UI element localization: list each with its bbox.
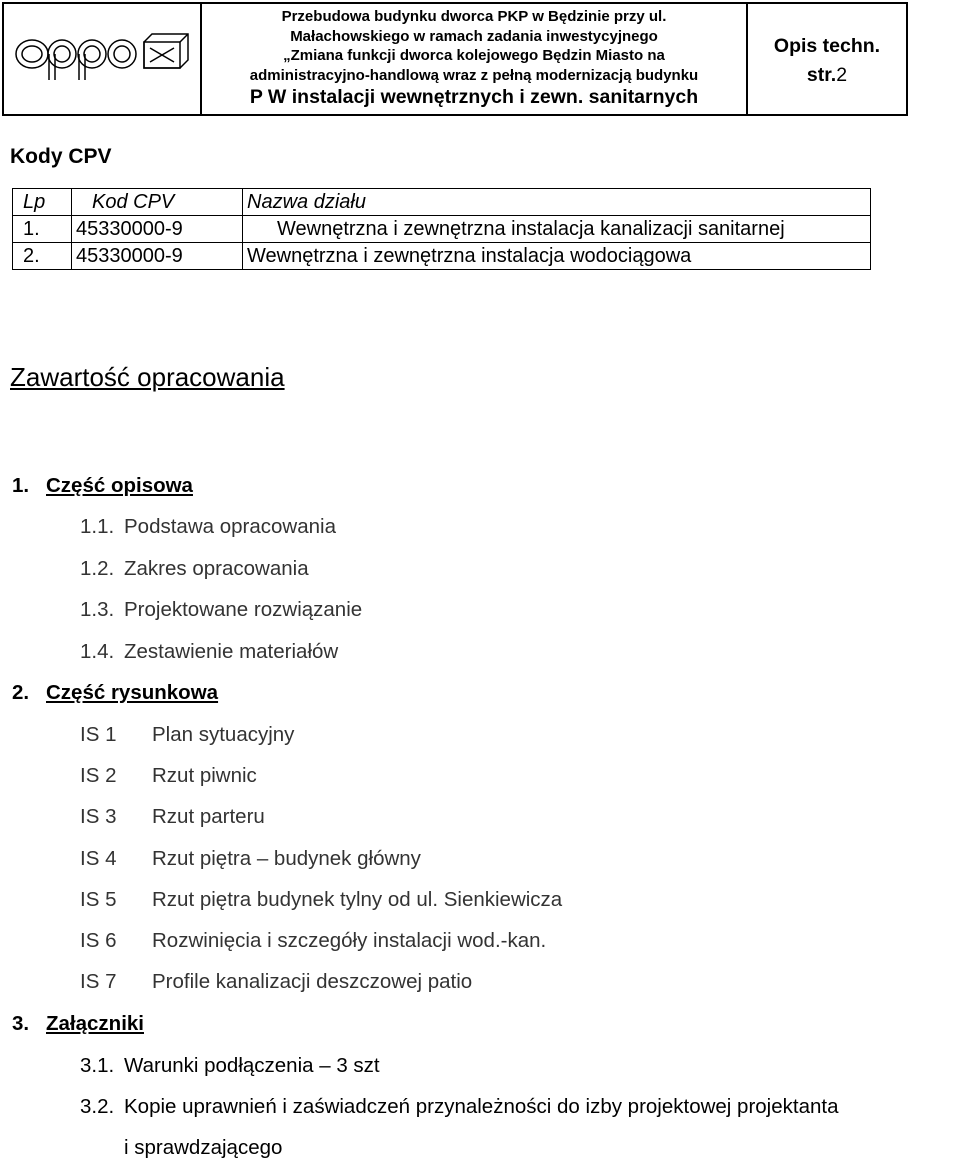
section-heading bbox=[12, 1012, 144, 1036]
list-item bbox=[80, 888, 562, 912]
item-text: Plan sytuacyjny bbox=[152, 723, 295, 746]
section-title: Część opisowa bbox=[46, 474, 193, 497]
document-header bbox=[2, 2, 908, 116]
section-title: Załączniki bbox=[46, 1012, 144, 1035]
list-item bbox=[80, 764, 257, 788]
list-item-continuation: i sprawdzającego bbox=[124, 1136, 283, 1159]
list-item bbox=[80, 970, 472, 994]
list-item bbox=[80, 515, 336, 539]
item-number: IS 2 bbox=[80, 764, 117, 787]
item-text: Zakres opracowania bbox=[124, 557, 309, 580]
list-item bbox=[80, 1095, 838, 1119]
title-line: Małachowskiego w ramach zadania inwestycyjnego bbox=[290, 27, 658, 45]
item-text: Rozwinięcia i szczegóły instalacji wod.-kan. bbox=[152, 929, 547, 952]
header-cell-name: Nazwa działu bbox=[243, 189, 871, 216]
section-heading bbox=[12, 474, 193, 498]
row-code: 45330000-9 bbox=[72, 216, 243, 243]
doc-type: Opis techn. bbox=[773, 35, 881, 57]
row-lp: 1. bbox=[13, 216, 72, 243]
item-number: 1.4. bbox=[80, 640, 115, 663]
list-item bbox=[80, 723, 294, 747]
list-item bbox=[80, 557, 309, 581]
item-number: IS 5 bbox=[80, 888, 117, 911]
company-logo bbox=[4, 4, 200, 114]
section-heading bbox=[12, 681, 218, 705]
list-item bbox=[80, 598, 362, 622]
item-number: IS 6 bbox=[80, 929, 117, 952]
row-lp: 2. bbox=[13, 243, 72, 270]
project-subtitle: P W instalacji wewnętrznych i zewn. sanitarnych bbox=[249, 86, 699, 108]
item-text: Profile kanalizacji deszczowej patio bbox=[152, 970, 473, 993]
list-item bbox=[80, 640, 338, 664]
item-number: 1.2. bbox=[80, 557, 115, 580]
table-row bbox=[13, 243, 871, 270]
header-cell-lp: Lp bbox=[13, 189, 72, 216]
section-number: 3. bbox=[12, 1012, 30, 1035]
item-text: Rzut piwnic bbox=[152, 764, 257, 787]
page-info bbox=[748, 4, 906, 114]
title-line: administracyjno-handlową wraz z pełną modernizacją budynku bbox=[249, 66, 699, 84]
item-text: Podstawa opracowania bbox=[124, 515, 336, 538]
page-number: 2 bbox=[836, 64, 848, 86]
logo-icon bbox=[12, 28, 192, 88]
list-item bbox=[80, 1054, 380, 1078]
title-line: „Zmiana funkcji dworca kolejowego Będzin Miasto na bbox=[283, 47, 665, 64]
item-text: Rzut parteru bbox=[152, 805, 265, 828]
item-text: Zestawienie materiałów bbox=[124, 640, 339, 663]
cpv-title: Kody CPV bbox=[10, 145, 112, 168]
table-header-row bbox=[13, 189, 871, 216]
item-number: IS 4 bbox=[80, 847, 117, 870]
section-title: Część rysunkowa bbox=[46, 681, 219, 704]
item-text: Rzut piętra budynek tylny od ul. Sienkiewicza bbox=[152, 888, 563, 911]
item-number: 3.2. bbox=[80, 1095, 115, 1118]
list-item bbox=[80, 805, 265, 829]
cpv-table bbox=[12, 188, 871, 270]
section-number: 2. bbox=[12, 681, 30, 704]
contents-title: Zawartość opracowania bbox=[10, 362, 285, 392]
item-text: Warunki podłączenia – 3 szt bbox=[124, 1054, 380, 1077]
list-item bbox=[80, 847, 421, 871]
item-number: IS 7 bbox=[80, 970, 117, 993]
list-item bbox=[80, 929, 546, 953]
item-number: 3.1. bbox=[80, 1054, 115, 1077]
item-number: IS 1 bbox=[80, 723, 117, 746]
title-line: Przebudowa budynku dworca PKP w Będzinie przy ul. bbox=[281, 8, 667, 25]
row-name: Wewnętrzna i zewnętrzna instalacja wodociągowa bbox=[243, 243, 871, 270]
item-number: IS 3 bbox=[80, 805, 117, 828]
item-number: 1.3. bbox=[80, 598, 115, 621]
page-number-line bbox=[748, 61, 906, 90]
item-text: Kopie uprawnień i zaświadczeń przynależności do izby projektowej projektanta bbox=[124, 1095, 839, 1118]
item-number: 1.1. bbox=[80, 515, 115, 538]
item-text: Projektowane rozwiązanie bbox=[124, 598, 363, 621]
header-cell-code: Kod CPV bbox=[72, 189, 243, 216]
table-row bbox=[13, 216, 871, 243]
project-title bbox=[200, 4, 748, 114]
item-text: Rzut piętra – budynek główny bbox=[152, 847, 421, 870]
page-label: str. bbox=[806, 64, 837, 86]
section-number: 1. bbox=[12, 474, 30, 497]
row-name: Wewnętrzna i zewnętrzna instalacja kanalizacji sanitarnej bbox=[243, 216, 871, 243]
row-code: 45330000-9 bbox=[72, 243, 243, 270]
